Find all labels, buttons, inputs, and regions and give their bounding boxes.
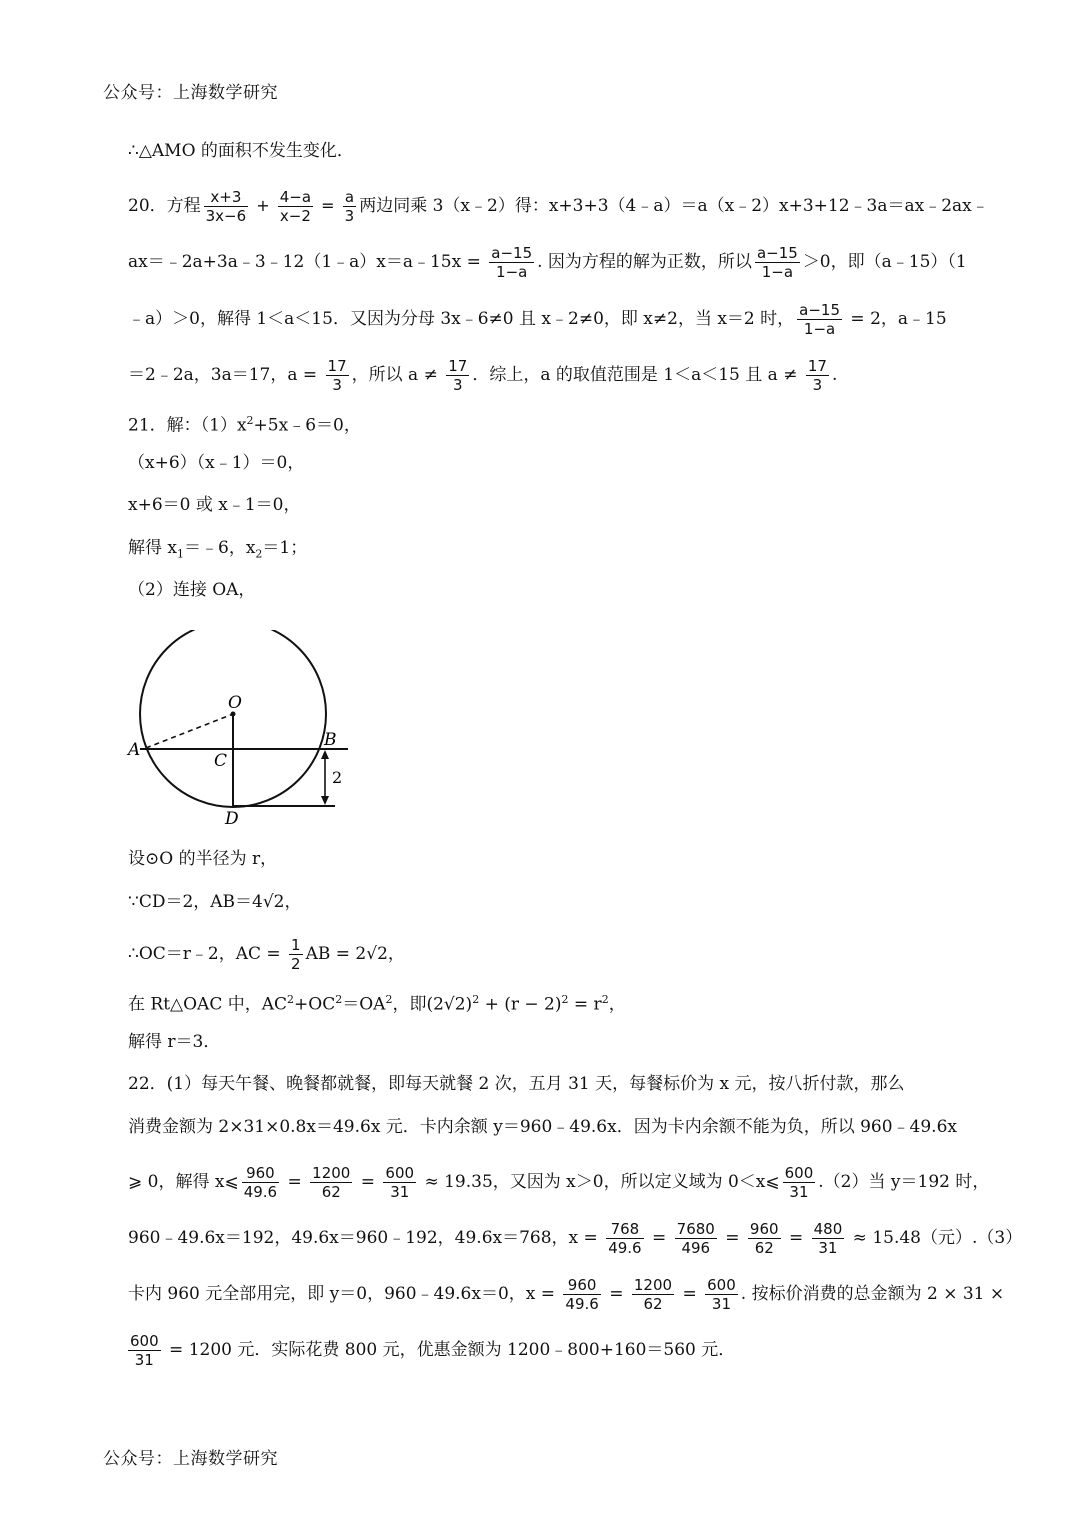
label-o: O	[228, 693, 242, 713]
page-footer: 公众号：上海数学研究	[103, 1449, 278, 1469]
q21-line-3: x+6＝0 或 x﹣1＝0，	[128, 495, 301, 515]
q22-line-5: 卡内 960 元全部用完，即 y＝0，960﹣49.6x＝0，x = $\frac{960}{49.6}$ = $\frac{1200}{62}$ = $\frac{600}{31}$ . 按标价消费的总金额为 2 × 31 ×	[128, 1276, 1005, 1313]
arrow-head-up	[321, 750, 329, 759]
fraction: $\frac{600}{31}$	[130, 1332, 159, 1369]
fraction: $\frac{960}{62}$	[749, 1220, 779, 1257]
q21-line-8: ∴OC＝r﹣2，AC = $\frac{1}{2}$ AB = 2√2，	[128, 936, 405, 973]
label-b: B	[324, 730, 337, 750]
q22-line-1: 22．(1）每天午餐、晚餐都就餐，即每天就餐 2 次，五月 31 天，每餐标价为 x 元，按八折付款，那么	[128, 1074, 905, 1094]
q22-line-4: 960﹣49.6x＝192，49.6x＝960﹣192，49.6x＝768，x = $\frac{768}{49.6}$ = $\frac{7680}{496}$ = $\frac{960}{62}$ = $\frac{480}{31}$ ≈ 15.48（元）.（3）	[128, 1220, 1023, 1257]
circle-geometry-diagram	[125, 630, 355, 830]
fraction: $\frac{17}{3}$	[327, 357, 347, 394]
q20-line-1: 20．方程 $\frac{x+3}{3x-6}$ + $\frac{4-a}{x-2}$ = $\frac{a}{3}$ 两边同乘 3（x﹣2）得：x+3+3（4﹣a）＝a（x﹣2）x+3+12﹣3a＝ax﹣2ax﹣	[128, 188, 989, 225]
fraction: $\frac{17}{3}$	[448, 357, 468, 394]
q21-line-4: 解得 $x_1=﹣6$，$x_2=1$；	[128, 538, 308, 561]
fraction: $\frac{480}{31}$	[813, 1220, 843, 1257]
page-header: 公众号：上海数学研究	[103, 83, 278, 103]
arrow-head-down	[321, 796, 329, 805]
fraction: $\frac{600}{31}$	[707, 1276, 736, 1313]
label-c: C	[214, 751, 228, 771]
label-dimension: 2	[332, 768, 343, 787]
fraction: $\frac{a-15}{1-a}$	[491, 244, 533, 281]
q20-line-3: ﹣a）＞0，解得 1＜a＜15．又因为分母 3x﹣6≠0 且 x﹣2≠0，即 x≠2，当 x＝2 时， $\frac{a-15}{1-a}$ = 2，a﹣15	[128, 301, 947, 338]
segment-oa-dashed	[146, 714, 233, 748]
fraction: $\frac{1200}{62}$	[633, 1276, 673, 1313]
fraction: $\frac{768}{49.6}$	[608, 1220, 642, 1257]
fraction: $\frac{960}{49.6}$	[243, 1164, 278, 1201]
conclusion-line: ∴△AMO 的面积不发生变化．	[128, 141, 354, 161]
q21-line-6: 设⊙O 的半径为 r，	[128, 849, 278, 869]
fraction: $\frac{600}{31}$	[784, 1164, 814, 1201]
q20-line-4: ＝2﹣2a，3a＝17，a = $\frac{17}{3}$ ，所以 a ≠ $\frac{17}{3}$ ．综上，a 的取值范围是 1＜a＜15 且 a ≠ $\frac{17}{3}$ .	[128, 357, 838, 394]
fraction: $\frac{7680}{496}$	[676, 1220, 715, 1257]
q20-line-2: ax＝﹣2a+3a﹣3﹣12（1﹣a）x＝a﹣15x = $\frac{a-15}{1-a}$ . 因为方程的解为正数，所以 $\frac{a-15}{1-a}$ ＞0，即（a﹣15）（1	[128, 244, 967, 281]
fraction: $\frac{1}{2}$	[291, 936, 301, 973]
fraction: $\frac{17}{3}$	[807, 357, 827, 394]
label-d: D	[225, 809, 239, 829]
fraction: $\frac{a-15}{1-a}$	[799, 301, 841, 338]
fraction: $\frac{960}{49.6}$	[565, 1276, 599, 1313]
q21-line-1: 21．解：$(1)x^2+5x﹣6=0$，	[128, 414, 361, 436]
q21-line-7: ∵CD＝2，AB＝4√2，	[128, 892, 302, 912]
label-a: A	[128, 740, 141, 760]
q21-line-9: 在 Rt△OAC 中，$AC^2+OC^2=OA^2$，即$(2√2)^2 + (r - 2)^2 = r^2$，	[128, 993, 626, 1015]
q22-line-3: ⩾ 0，解得 x⩽ $\frac{960}{49.6}$ = $\frac{1200}{62}$ = $\frac{600}{31}$ ≈ 19.35，又因为 x＞0，所以定义域为 0＜x⩽ $\frac{600}{31}$ .（2）当 y＝192 时，	[128, 1164, 990, 1201]
fraction: $\frac{a-15}{1-a}$	[756, 244, 798, 281]
fraction: $\frac{a}{3}$	[344, 188, 355, 225]
q22-line-2: 消费金额为 2×31×0.8x＝49.6x 元．卡内余额 y＝960﹣49.6x．因为卡内余额不能为负，所以 960﹣49.6x	[128, 1117, 957, 1137]
fraction: $\frac{4-a}{x-2}$	[279, 188, 312, 225]
fraction: $\frac{x+3}{3x-6}$	[205, 188, 247, 225]
q22-line-6: $\frac{600}{31}$ = 1200 元．实际花费 800 元，优惠金额为 1200﹣800+160＝560 元．	[130, 1332, 736, 1369]
fraction: $\frac{600}{31}$	[385, 1164, 415, 1201]
q21-line-10: 解得 r＝3．	[128, 1032, 221, 1052]
q21-line-5: （2）连接 OA，	[128, 580, 256, 600]
fraction: $\frac{1200}{62}$	[312, 1164, 351, 1201]
q21-line-2: （x+6）（x﹣1）＝0，	[128, 453, 305, 473]
